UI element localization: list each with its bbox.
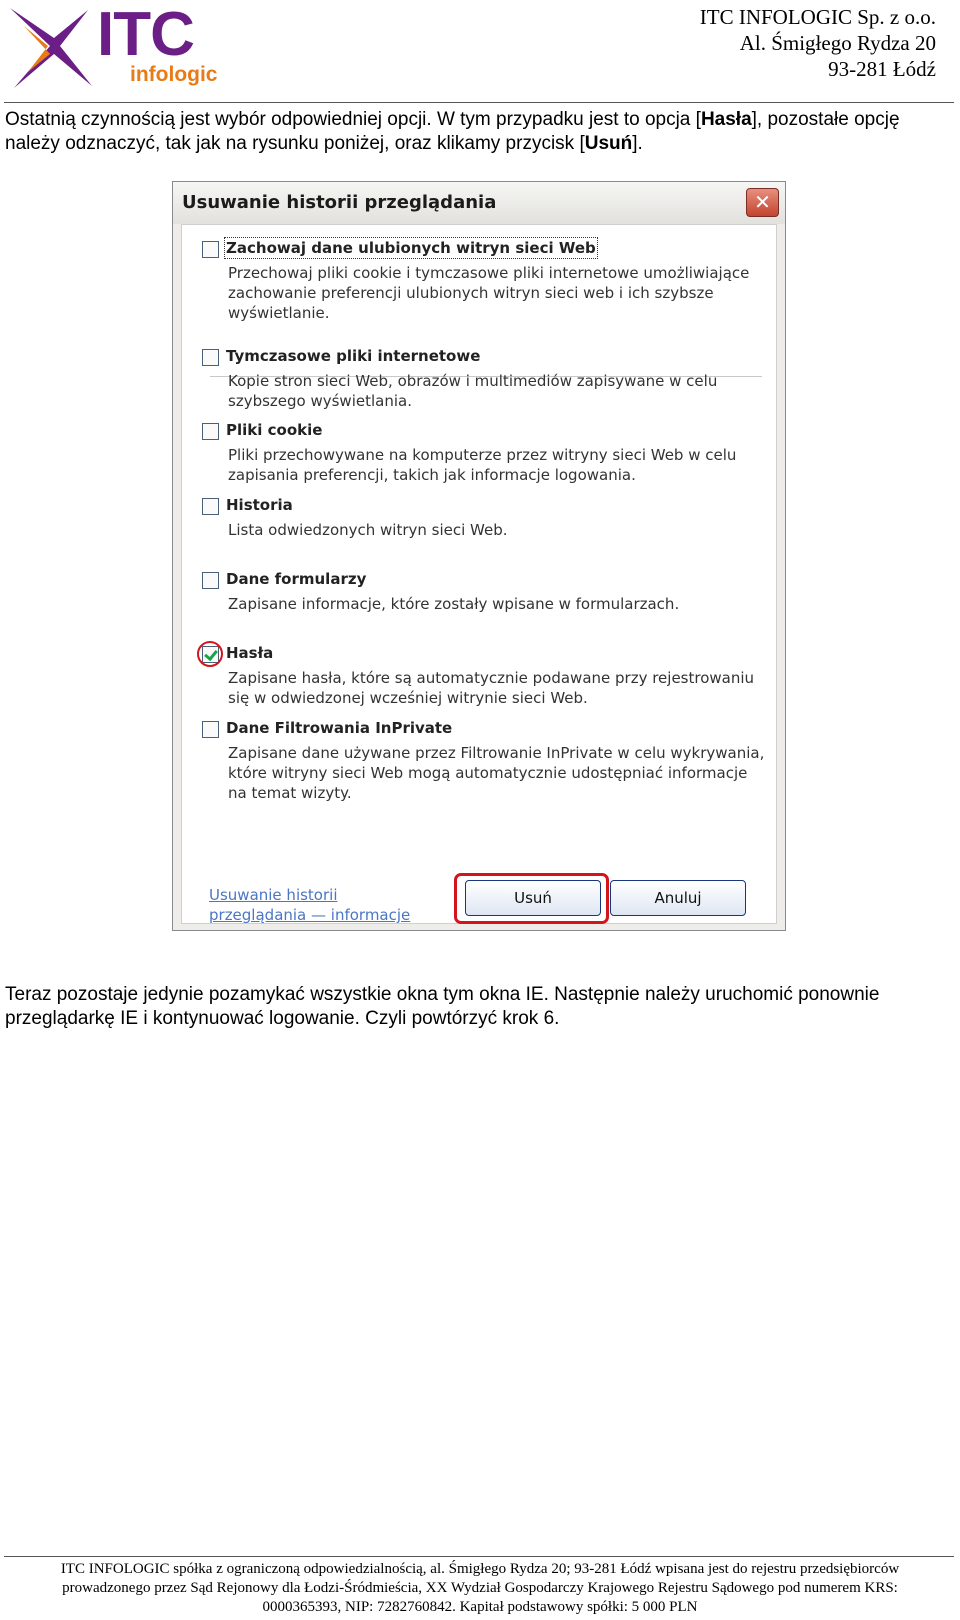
option-description: Zapisane hasła, które są automatycznie podawane przy rejestrowaniu się w odwiedzonej wcześniej witrynie sieci Web. — [228, 669, 755, 707]
option-description: Pliki przechowywane na komputerze przez witryny sieci Web w celu zapisania preferencji, takich jak informacje logowania. — [228, 446, 737, 484]
checkbox-temp-files[interactable] — [202, 349, 219, 366]
footer-divider — [4, 1556, 954, 1557]
dialog-titlebar — [173, 182, 785, 224]
option-description: Przechowaj pliki cookie i tymczasowe pliki internetowe umożliwiające zachowanie preferencji ulubionych witryn sieci web i ich szybsze wyświetlanie. — [228, 264, 750, 322]
help-link[interactable]: Usuwanie historii przeglądania — informacje — [209, 886, 411, 924]
footer-line: prowadzonego przez Sąd Rejonowy dla Łodzi-Śródmieścia, XX Wydział Gospodarczy Krajowego Rejestru Sądowego pod numerem KRS: — [62, 1580, 898, 1596]
footer-line: ITC INFOLOGIC spółka z ograniczoną odpowiedzialnością, al. Śmigłego Rydza 20; 93-281 Łódź wpisana jest do rejestru przedsiębiorców — [60, 1561, 900, 1577]
cancel-button[interactable]: Anuluj — [610, 880, 746, 916]
checkbox-history[interactable] — [202, 498, 219, 515]
intro-paragraph — [5, 108, 950, 156]
option-label: Dane Filtrowania InPrivate — [226, 719, 453, 737]
checkbox-cookies[interactable] — [202, 423, 219, 440]
address-street: Al. Śmigłego Rydza 20 — [739, 31, 936, 55]
dialog-title: Usuwanie historii przeglądania — [182, 192, 497, 213]
option-label: Historia — [226, 496, 293, 514]
intro-text-1: Ostatnią czynnością jest wybór odpowiedniej opcji. W tym przypadku jest to opcja [ — [5, 109, 701, 130]
company-name: ITC INFOLOGIC Sp. z o.o. — [699, 5, 936, 29]
logo-subtext: infologic — [130, 63, 218, 86]
option-description: Zapisane informacje, które zostały wpisane w formularzach. — [228, 595, 680, 613]
company-address — [700, 4, 936, 82]
logo-text: ITC — [97, 0, 194, 69]
close-button[interactable] — [746, 188, 779, 217]
address-city: 93-281 Łódź — [828, 57, 936, 81]
option-label: Tymczasowe pliki internetowe — [226, 347, 481, 365]
delete-history-dialog — [172, 181, 786, 931]
page-footer — [0, 1560, 960, 1617]
checkbox-highlight-circle — [197, 641, 223, 667]
option-label: Dane formularzy — [226, 570, 367, 588]
option-label: Hasła — [226, 644, 274, 662]
close-icon: ✕ — [754, 190, 771, 214]
intro-button-name: Usuń — [584, 133, 633, 154]
outro-paragraph: Teraz pozostaje jedynie pozamykać wszystkie okna tym okna IE. Następnie należy uruchomić ponownie przeglądarkę IE i kontynuować logowanie. Czyli powtórzyć krok 6. — [5, 984, 880, 1029]
logo-mark-icon — [4, 2, 104, 94]
footer-line: 0000365393, NIP: 7282760842. Kapitał podstawowy spółki: 5 000 PLN — [262, 1599, 698, 1615]
checkbox-inprivate-filtering[interactable] — [202, 721, 219, 738]
option-description: Kopie stron sieci Web, obrazów i multimediów zapisywane w celu szybszego wyświetlania. — [228, 372, 718, 410]
option-description: Zapisane dane używane przez Filtrowanie InPrivate w celu wykrywania, które witryny sieci Web mogą automatycznie udostępniać informacje na temat wizyty. — [228, 744, 765, 802]
option-label: Zachowaj dane ulubionych witryn sieci Web — [226, 239, 596, 257]
checkbox-preserve-favorites[interactable] — [202, 241, 219, 258]
delete-button[interactable]: Usuń — [465, 880, 601, 916]
company-logo — [4, 2, 219, 94]
intro-text-2: ], pozostałe opcję należy odznaczyć, tak jak na rysunku poniżej, oraz klikamy przycisk [ — [5, 109, 900, 154]
option-label: Pliki cookie — [226, 421, 323, 439]
option-description: Lista odwiedzonych witryn sieci Web. — [228, 521, 508, 539]
checkbox-form-data[interactable] — [202, 572, 219, 589]
intro-text-3: ]. — [632, 133, 643, 154]
header-divider — [4, 102, 954, 103]
options-panel — [181, 224, 777, 924]
intro-option-name: Hasła — [700, 109, 752, 130]
